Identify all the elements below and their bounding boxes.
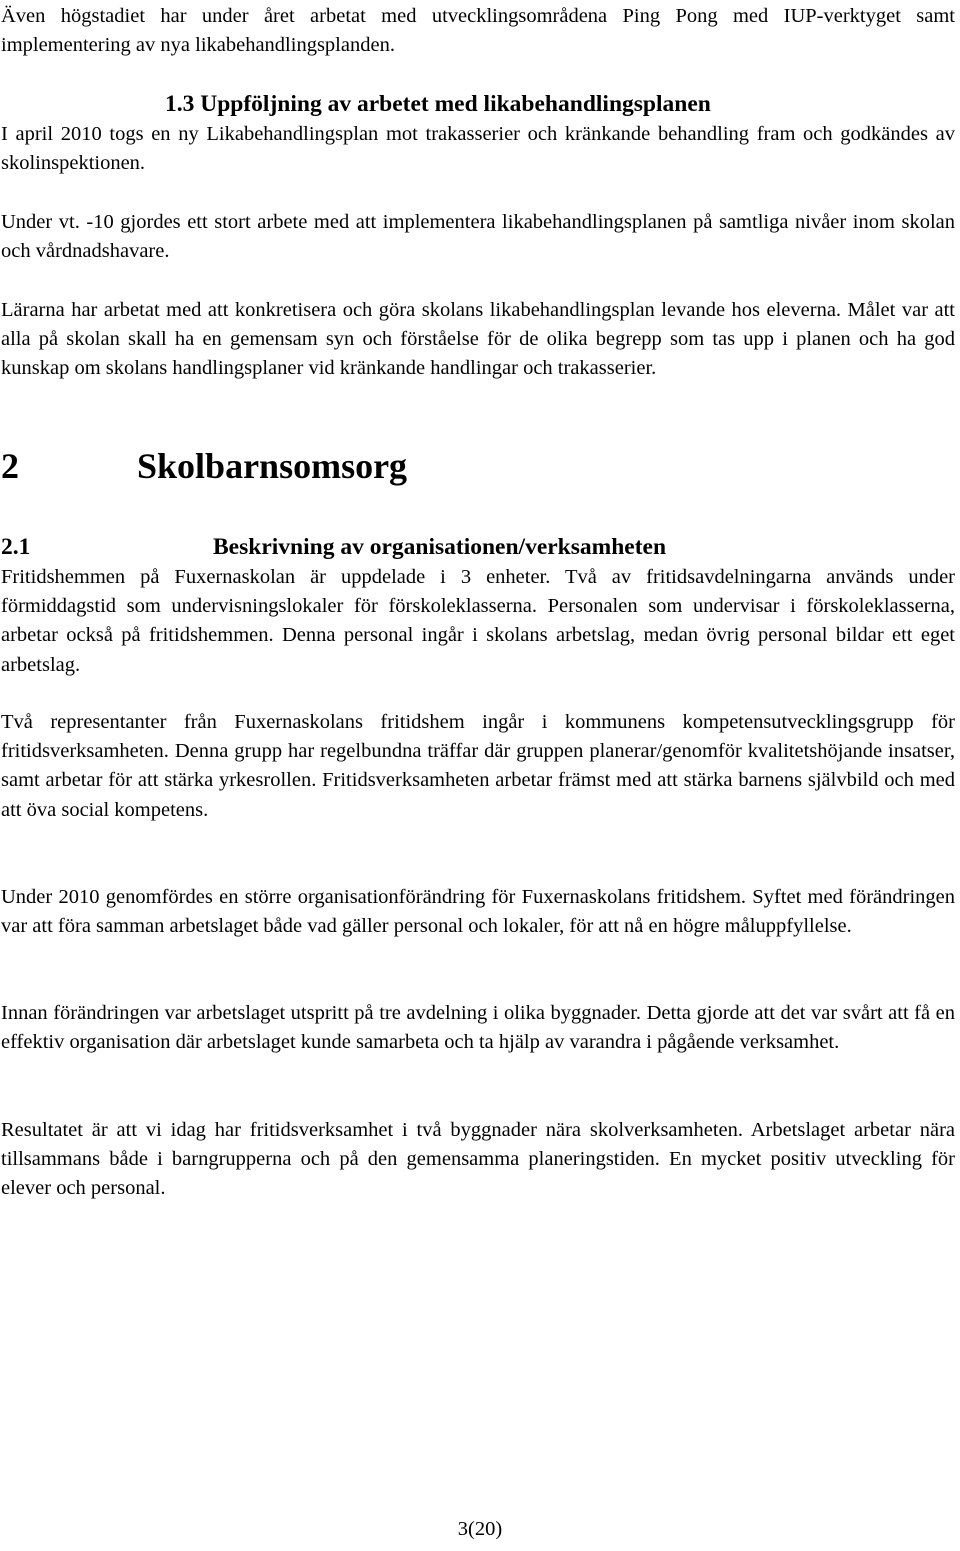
intro-paragraph: Även högstadiet har under året arbetat med utvecklingsområdena Ping Pong med IUP-verktyget samt implementering av nya likabehandlingsplanden. <box>1 5 955 57</box>
paragraph-likabehandlingsplan-april: I april 2010 togs en ny Likabehandlingsplan mot trakasserier och kränkande behandling fram och godkändes av skolinspektionen. <box>1 123 955 175</box>
paragraph-result: Resultatet är att vi idag har fritidsverksamhet i två byggnader nära skolverksamheten. Arbetslaget arbetar nära tillsammans både i barngrupperna och på den gemensamma planeringstiden. En mycket positiv utveckling för elever och personal. <box>1 1119 955 1200</box>
paragraph-representatives: Två representanter från Fuxernaskolans fritidshem ingår i kommunens kompetensutvecklingsgrupp för fritidsverksamheten. Denna grupp har regelbundna träffar där gruppen planerar/genomför kvalitetshöjande insatser, samt arbetar för att stärka yrkesrollen. Fritidsverksamheten arbetar främst med att stärka barnens självbild och med att öva social kompetens. <box>1 711 955 821</box>
section-number-2-1: 2.1 <box>1 534 31 560</box>
section-title-2-1: Beskrivning av organisationen/verksamheten <box>213 534 667 560</box>
chapter-number: 2 <box>1 446 19 486</box>
paragraph-before-change: Innan förändringen var arbetslaget utspritt på tre avdelning i olika byggnader. Detta gjorde att det var svårt att få en effektiv organisation där arbetslaget kunde samarbeta och ta hjälp av varandra i pågående verksamhet. <box>1 1002 955 1054</box>
page-number: 3(20) <box>457 1518 503 1540</box>
paragraph-fritidshem-units: Fritidshemmen på Fuxernaskolan är uppdelade i 3 enheter. Två av fritidsavdelningarna används under förmiddagstid som undervisningslokaler för förskoleklasserna. Personalen som undervisar i förskoleklasserna, arbetar också på fritidshemmen. Denna personal ingår i skolans arbetslag, medan övrig personal bildar ett eget arbetslag. <box>1 566 955 676</box>
chapter-title: Skolbarnsomsorg <box>137 446 408 486</box>
section-heading-1-3: 1.3 Uppföljning av arbetet med likabehandlingsplanen <box>165 91 711 117</box>
paragraph-reorganisation-2010: Under 2010 genomfördes en större organisationförändring för Fuxernaskolans fritidshem. Syftet med förändringen var att föra samman arbetslaget både vad gäller personal och lokaler, för att nå en högre måluppfyllelse. <box>1 886 955 938</box>
paragraph-implementation-vt10: Under vt. -10 gjordes ett stort arbete med att implementera likabehandlingsplanen på samtliga nivåer inom skolan och vårdnadshavare. <box>1 211 955 263</box>
paragraph-teachers-work: Lärarna har arbetat med att konkretisera och göra skolans likabehandlingsplan levande hos eleverna. Målet var att alla på skolan skall ha en gemensam syn och förståelse för de olika begrepp som tas upp i planen och ha god kunskap om skolans handlingsplaner vid kränkande handlingar och trakasserier. <box>1 299 955 380</box>
